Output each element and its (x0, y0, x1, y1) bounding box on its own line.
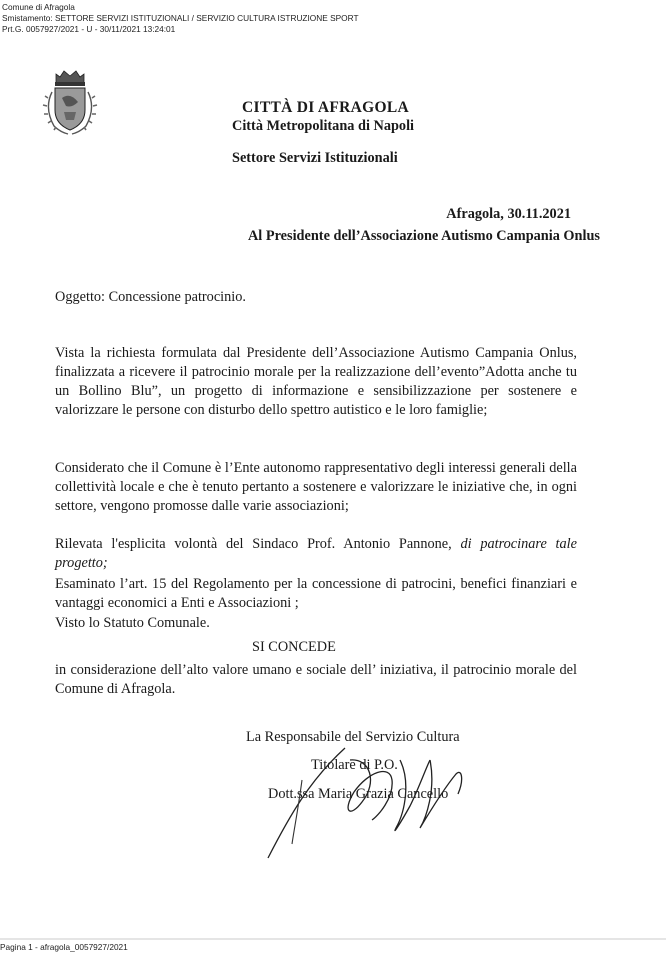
rilevata-italic-text: di patrocinare tale progetto; (55, 536, 577, 571)
signature-name: Dott.ssa Maria Grazia Cancello (268, 786, 449, 802)
municipal-crest-icon (40, 68, 100, 140)
si-concede-heading: SI CONCEDE (252, 639, 336, 655)
letterhead-metro: Città Metropolitana di Napoli (232, 118, 415, 134)
signature-title: Titolare di P.O. (311, 757, 398, 773)
protocol-stamp-routing: Smistamento: SETTORE SERVIZI ISTITUZIONALI / SERVIZIO CULTURA ISTRUZIONE SPORT (2, 13, 359, 23)
paragraph-rilevata (55, 535, 577, 573)
protocol-stamp-entity: Comune di Afragola (2, 2, 75, 12)
handwritten-signature-icon (250, 720, 490, 870)
date-line: Afragola, 30.11.2021 (446, 206, 571, 222)
paragraph-request: Vista la richiesta formulata dal Presidente dell’Associazione Autismo Campania Onlus, finalizzata a ricevere il patrocinio morale per la realizzazione dell’evento”Adotta anche tu un Bollino Blu”, un progetto di informazione e sensibilizzazione per sostenere e valorizzare le persone con disturbo dello spettro autistico e le loro famiglie; (55, 345, 577, 418)
letterhead-sector: Settore Servizi Istituzionali (232, 150, 398, 166)
signature-role: La Responsabile del Servizio Cultura (246, 729, 460, 745)
paragraph-statuto: Visto lo Statuto Comunale. (55, 615, 210, 631)
rilevata-text: Rilevata l'esplicita volontà del Sindaco Prof. Antonio Pannone, (55, 536, 461, 552)
footer-divider (0, 938, 666, 940)
page-footer: Pagina 1 - afragola_0057927/2021 (0, 942, 128, 952)
paragraph-considerato: Considerato che il Comune è l’Ente autonomo rappresentativo degli interessi generali della collettività locale e che è tenuto pertanto a sostenere e valorizzare le iniziative che, in ogni settore, vengono promosse dalle varie associazioni; (55, 460, 577, 514)
paragraph-esaminato: Esaminato l’art. 15 del Regolamento per la concessione di patrocini, benefici finanziari e vantaggi economici a Enti e Associazioni ; (55, 576, 577, 611)
recipient: Al Presidente dell’Associazione Autismo Campania Onlus (247, 228, 600, 244)
protocol-stamp-number: Prt.G. 0057927/2021 - U - 30/11/2021 13:24:01 (2, 24, 176, 34)
letterhead-city: CITTÀ DI AFRAGOLA (242, 99, 410, 116)
subject-line: Oggetto: Concessione patrocinio. (55, 289, 246, 305)
paragraph-conclusion: in considerazione dell’alto valore umano e sociale dell’ iniziativa, il patrocinio morale del Comune di Afragola. (55, 662, 577, 697)
